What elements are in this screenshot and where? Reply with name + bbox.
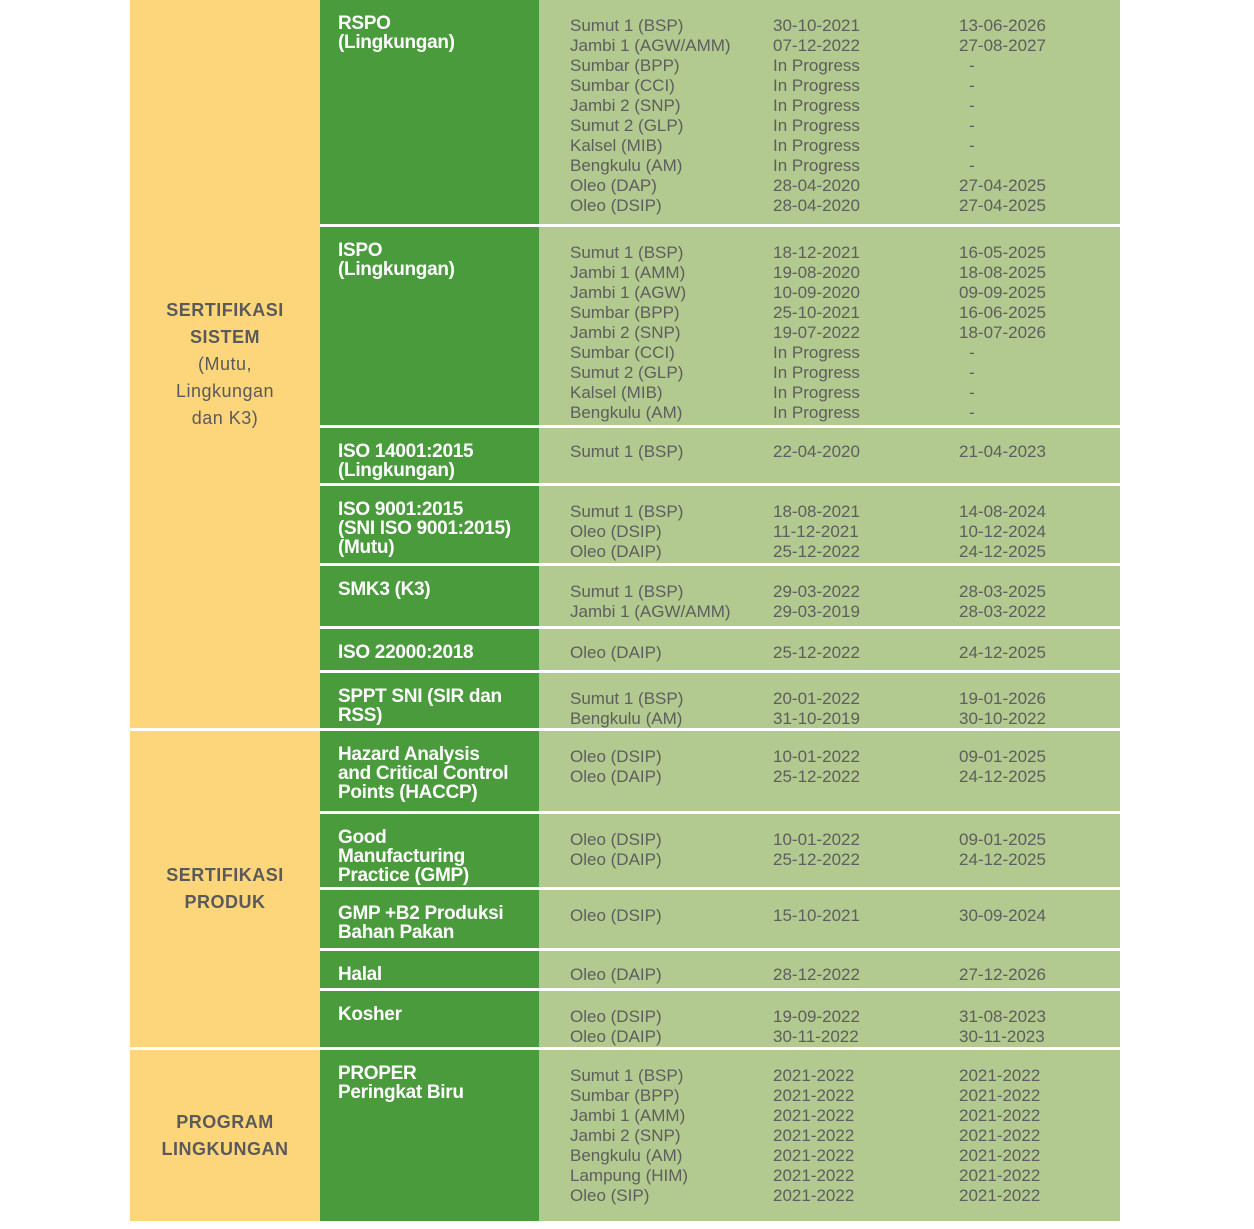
expiry-date: 2021-2022 (959, 1166, 1041, 1185)
unit-name: Sumbar (BPP) (570, 56, 680, 75)
certification-name (320, 814, 539, 887)
expiry-date: - (969, 363, 975, 382)
certification-name-line: SPPT SNI (SIR dan (338, 686, 502, 707)
certification-name-line: ISO 22000:2018 (338, 642, 474, 663)
entry-row (570, 709, 1120, 729)
expiry-date: 09-09-2025 (959, 283, 1046, 302)
issue-date: 20-01-2022 (773, 689, 860, 708)
expiry-date: 21-04-2023 (959, 442, 1046, 461)
expiry-date: 2021-2022 (959, 1126, 1041, 1145)
table-row (320, 673, 1120, 728)
entry-row (570, 383, 1120, 403)
expiry-date: 09-01-2025 (959, 830, 1046, 849)
certification-name-line: ISO 14001:2015 (338, 441, 474, 462)
certification-entries (539, 428, 1120, 483)
expiry-date: 16-06-2025 (959, 303, 1046, 322)
expiry-date: 28-03-2025 (959, 582, 1046, 601)
unit-name: Oleo (DSIP) (570, 830, 662, 849)
expiry-date: 27-12-2026 (959, 965, 1046, 984)
entry-row (570, 542, 1120, 562)
unit-name: Kalsel (MIB) (570, 383, 663, 402)
certification-entries (539, 814, 1120, 887)
issue-date: 10-01-2022 (773, 747, 860, 766)
table-row (320, 486, 1120, 563)
table-row (320, 814, 1120, 887)
unit-name: Sumut 1 (BSP) (570, 1066, 684, 1085)
issue-date: 18-08-2021 (773, 502, 860, 521)
certification-name-line: PROPER (338, 1063, 417, 1084)
entry-row (570, 522, 1120, 542)
entry-row (570, 403, 1120, 423)
issue-date: 2021-2022 (773, 1146, 855, 1165)
certification-name-line: Practice (GMP) (338, 865, 469, 886)
certification-entries (539, 991, 1120, 1047)
unit-name: Jambi 1 (AMM) (570, 1106, 686, 1125)
issue-date: 29-03-2019 (773, 602, 860, 621)
entry-row (570, 906, 1120, 926)
certification-name (320, 428, 539, 483)
entry-row (570, 1166, 1120, 1186)
certification-entries (539, 629, 1120, 670)
issue-date: 2021-2022 (773, 1086, 855, 1105)
certification-name (320, 1050, 539, 1221)
certification-name-line: Kosher (338, 1004, 402, 1025)
entry-row (570, 643, 1120, 663)
certification-name (320, 890, 539, 948)
issue-date: 2021-2022 (773, 1186, 855, 1205)
certification-name-line: SMK3 (K3) (338, 579, 431, 600)
expiry-date: - (969, 136, 975, 155)
certification-name-line: and Critical Control (338, 763, 509, 784)
entry-row (570, 243, 1120, 263)
section-label-line: SISTEM (189, 326, 260, 347)
entry-row (570, 1066, 1120, 1086)
expiry-date: - (969, 383, 975, 402)
expiry-date: 27-04-2025 (959, 176, 1046, 195)
table-section (130, 731, 1120, 1047)
section-label-line: Lingkungan (175, 380, 275, 401)
expiry-date: 28-03-2022 (959, 602, 1046, 621)
table-row (320, 428, 1120, 483)
table-row (320, 731, 1120, 811)
expiry-date: 31-08-2023 (959, 1007, 1046, 1026)
certification-entries (539, 673, 1120, 728)
issue-date: 19-08-2020 (773, 263, 860, 282)
entry-row (570, 767, 1120, 787)
table-section (130, 1050, 1120, 1221)
certification-name-line: RSPO (338, 13, 391, 34)
certification-entries (539, 486, 1120, 563)
issue-date: 10-09-2020 (773, 283, 860, 302)
entry-row (570, 965, 1120, 985)
certification-entries (539, 0, 1120, 224)
issue-date: 2021-2022 (773, 1166, 855, 1185)
certification-table (130, 0, 1120, 1221)
section-label-line: SERTIFIKASI (166, 299, 284, 320)
unit-name: Bengkulu (AM) (570, 1146, 683, 1165)
unit-name: Sumbar (BPP) (570, 1086, 680, 1105)
expiry-date: 2021-2022 (959, 1146, 1041, 1165)
entry-row (570, 850, 1120, 870)
issue-date: 30-11-2022 (773, 1027, 859, 1046)
certification-name-line: RSS) (338, 705, 383, 726)
unit-name: Sumbar (CCI) (570, 343, 675, 362)
entry-row (570, 176, 1120, 196)
unit-name: Oleo (DSIP) (570, 196, 662, 215)
expiry-date: - (969, 56, 975, 75)
certification-name (320, 486, 539, 563)
entry-row (570, 36, 1120, 56)
certification-name-line: (Lingkungan) (338, 32, 455, 53)
section-label (130, 1050, 320, 1221)
unit-name: Sumut 1 (BSP) (570, 582, 684, 601)
entry-row (570, 442, 1120, 462)
entry-row (570, 156, 1120, 176)
issue-date: 29-03-2022 (773, 582, 860, 601)
section-label-line: PROGRAM (176, 1111, 274, 1132)
unit-name: Bengkulu (AM) (570, 709, 683, 728)
certification-name-line: Bahan Pakan (338, 922, 455, 943)
issue-date: 19-07-2022 (773, 323, 860, 342)
unit-name: Oleo (DAIP) (570, 965, 662, 984)
entry-row (570, 1106, 1120, 1126)
issue-date: 30-10-2021 (773, 16, 860, 35)
issue-date: In Progress (773, 136, 860, 155)
unit-name: Sumut 2 (GLP) (570, 363, 684, 382)
unit-name: Oleo (DAIP) (570, 767, 662, 786)
issue-date: 28-04-2020 (773, 196, 860, 215)
issue-date: 07-12-2022 (773, 36, 860, 55)
issue-date: In Progress (773, 383, 860, 402)
section-label-line: LINGKUNGAN (161, 1138, 289, 1159)
issue-date: 25-10-2021 (773, 303, 860, 322)
unit-name: Sumbar (CCI) (570, 76, 675, 95)
expiry-date: 14-08-2024 (959, 502, 1046, 521)
entry-row (570, 283, 1120, 303)
issue-date: 28-04-2020 (773, 176, 860, 195)
unit-name: Kalsel (MIB) (570, 136, 663, 155)
expiry-date: - (969, 116, 975, 135)
issue-date: 25-12-2022 (773, 542, 860, 561)
unit-name: Lampung (HIM) (570, 1166, 689, 1185)
issue-date: In Progress (773, 116, 860, 135)
expiry-date: 18-07-2026 (959, 323, 1046, 342)
certification-name (320, 673, 539, 728)
issue-date: 28-12-2022 (773, 965, 860, 984)
section-label-line: dan K3) (191, 407, 259, 428)
entry-row (570, 303, 1120, 323)
certification-name-line: Hazard Analysis (338, 744, 480, 765)
unit-name: Oleo (DSIP) (570, 1007, 662, 1026)
expiry-date: 30-11-2023 (959, 1027, 1045, 1046)
issue-date: 10-01-2022 (773, 830, 860, 849)
issue-date: 2021-2022 (773, 1066, 855, 1085)
table-row (320, 566, 1120, 626)
issue-date: 19-09-2022 (773, 1007, 860, 1026)
certification-name (320, 629, 539, 670)
issue-date: 18-12-2021 (773, 243, 860, 262)
expiry-date: 18-08-2025 (959, 263, 1046, 282)
unit-name: Oleo (DAIP) (570, 643, 662, 662)
unit-name: Sumut 1 (BSP) (570, 16, 684, 35)
unit-name: Jambi 2 (SNP) (570, 323, 681, 342)
issue-date: 31-10-2019 (773, 709, 860, 728)
entry-row (570, 343, 1120, 363)
section-rows (320, 1050, 1120, 1221)
table-row (320, 991, 1120, 1047)
expiry-date: 24-12-2025 (959, 767, 1046, 786)
unit-name: Sumut 1 (BSP) (570, 502, 684, 521)
issue-date: 22-04-2020 (773, 442, 860, 461)
certification-entries (539, 566, 1120, 626)
entry-row (570, 56, 1120, 76)
entry-row (570, 1027, 1120, 1047)
expiry-date: - (969, 403, 975, 422)
entry-row (570, 582, 1120, 602)
unit-name: Jambi 1 (AGW) (570, 283, 687, 302)
issue-date: In Progress (773, 156, 860, 175)
issue-date: 2021-2022 (773, 1106, 855, 1125)
issue-date: 15-10-2021 (773, 906, 860, 925)
expiry-date: - (969, 76, 975, 95)
entry-row (570, 602, 1120, 622)
certification-name-line: Peringkat Biru (338, 1082, 464, 1103)
entry-row (570, 1186, 1120, 1206)
entry-row (570, 76, 1120, 96)
entry-row (570, 830, 1120, 850)
unit-name: Oleo (DAIP) (570, 1027, 662, 1046)
entry-row (570, 747, 1120, 767)
certification-name-line: Halal (338, 964, 382, 985)
issue-date: 25-12-2022 (773, 850, 860, 869)
expiry-date: 27-04-2025 (959, 196, 1046, 215)
certification-name-line: Manufacturing (338, 846, 465, 867)
entry-row (570, 263, 1120, 283)
table-row (320, 227, 1120, 425)
section-rows (320, 0, 1120, 728)
section-rows (320, 731, 1120, 1047)
entry-row (570, 116, 1120, 136)
entry-row (570, 323, 1120, 343)
certification-name (320, 227, 539, 425)
expiry-date: 2021-2022 (959, 1086, 1041, 1105)
certification-entries (539, 731, 1120, 811)
expiry-date: 30-10-2022 (959, 709, 1046, 728)
certification-name-line: (SNI ISO 9001:2015) (338, 518, 511, 539)
unit-name: Sumut 1 (BSP) (570, 243, 684, 262)
unit-name: Sumbar (BPP) (570, 303, 680, 322)
expiry-date: 09-01-2025 (959, 747, 1046, 766)
table-row (320, 629, 1120, 670)
entry-row (570, 1146, 1120, 1166)
unit-name: Jambi 2 (SNP) (570, 96, 681, 115)
certification-name (320, 951, 539, 988)
certification-name-line: ISPO (338, 240, 383, 261)
unit-name: Oleo (DAIP) (570, 850, 662, 869)
issue-date: 25-12-2022 (773, 767, 860, 786)
issue-date: In Progress (773, 76, 860, 95)
expiry-date: 2021-2022 (959, 1106, 1041, 1125)
certification-name-line: GMP +B2 Produksi (338, 903, 504, 924)
expiry-date: 30-09-2024 (959, 906, 1046, 925)
unit-name: Jambi 1 (AGW/AMM) (570, 602, 731, 621)
certification-entries (539, 1050, 1120, 1221)
unit-name: Oleo (DAP) (570, 176, 657, 195)
entry-row (570, 16, 1120, 36)
table-section (130, 0, 1120, 728)
table-row (320, 951, 1120, 988)
unit-name: Bengkulu (AM) (570, 156, 683, 175)
entry-row (570, 363, 1120, 383)
issue-date: In Progress (773, 56, 860, 75)
certification-name-line: ISO 9001:2015 (338, 499, 463, 520)
entry-row (570, 1126, 1120, 1146)
entry-row (570, 96, 1120, 116)
certification-entries (539, 951, 1120, 988)
unit-name: Oleo (DSIP) (570, 747, 662, 766)
unit-name: Sumut 1 (BSP) (570, 689, 684, 708)
certification-name-line: (Lingkungan) (338, 460, 455, 481)
expiry-date: 24-12-2025 (959, 850, 1046, 869)
unit-name: Jambi 2 (SNP) (570, 1126, 681, 1145)
entry-row (570, 502, 1120, 522)
certification-name-line: Good (338, 827, 387, 848)
certification-name-line: (Lingkungan) (338, 259, 455, 280)
table-row (320, 0, 1120, 224)
certification-name (320, 0, 539, 224)
certification-name (320, 731, 539, 811)
entry-row (570, 1086, 1120, 1106)
entry-row (570, 1007, 1120, 1027)
expiry-date: 19-01-2026 (959, 689, 1046, 708)
unit-name: Sumut 2 (GLP) (570, 116, 684, 135)
issue-date: In Progress (773, 343, 860, 362)
table-row (320, 1050, 1120, 1221)
section-label-line: SERTIFIKASI (166, 865, 284, 885)
section-label-line: (Mutu, (197, 353, 252, 374)
expiry-date: 2021-2022 (959, 1066, 1041, 1085)
expiry-date: 13-06-2026 (959, 16, 1046, 35)
unit-name: Oleo (DSIP) (570, 522, 662, 541)
unit-name: Bengkulu (AM) (570, 403, 683, 422)
expiry-date: - (969, 156, 975, 175)
expiry-date: 27-08-2027 (959, 36, 1046, 55)
entry-row (570, 196, 1120, 216)
expiry-date: 10-12-2024 (959, 522, 1046, 541)
certification-name-line: Points (HACCP) (338, 782, 478, 803)
unit-name: Jambi 1 (AMM) (570, 263, 686, 282)
expiry-date: 24-12-2025 (959, 542, 1046, 561)
section-label (130, 731, 320, 1047)
certification-name (320, 991, 539, 1047)
expiry-date: 2021-2022 (959, 1186, 1041, 1205)
expiry-date: - (969, 343, 975, 362)
unit-name: Oleo (DAIP) (570, 542, 662, 561)
certification-entries (539, 890, 1120, 948)
unit-name: Jambi 1 (AGW/AMM) (570, 36, 731, 55)
certification-entries (539, 227, 1120, 425)
issue-date: In Progress (773, 363, 860, 382)
issue-date: In Progress (773, 403, 860, 422)
unit-name: Oleo (SIP) (570, 1186, 650, 1205)
certification-name-line: (Mutu) (338, 537, 395, 558)
issue-date: 11-12-2021 (773, 522, 859, 541)
entry-row (570, 136, 1120, 156)
unit-name: Oleo (DSIP) (570, 906, 662, 925)
issue-date: 25-12-2022 (773, 643, 860, 662)
issue-date: 2021-2022 (773, 1126, 855, 1145)
expiry-date: 16-05-2025 (959, 243, 1046, 262)
section-label-line: PRODUK (184, 892, 266, 912)
table-row (320, 890, 1120, 948)
expiry-date: - (969, 96, 975, 115)
unit-name: Sumut 1 (BSP) (570, 442, 684, 461)
section-label (130, 0, 320, 728)
expiry-date: 24-12-2025 (959, 643, 1046, 662)
certification-name (320, 566, 539, 626)
issue-date: In Progress (773, 96, 860, 115)
entry-row (570, 689, 1120, 709)
